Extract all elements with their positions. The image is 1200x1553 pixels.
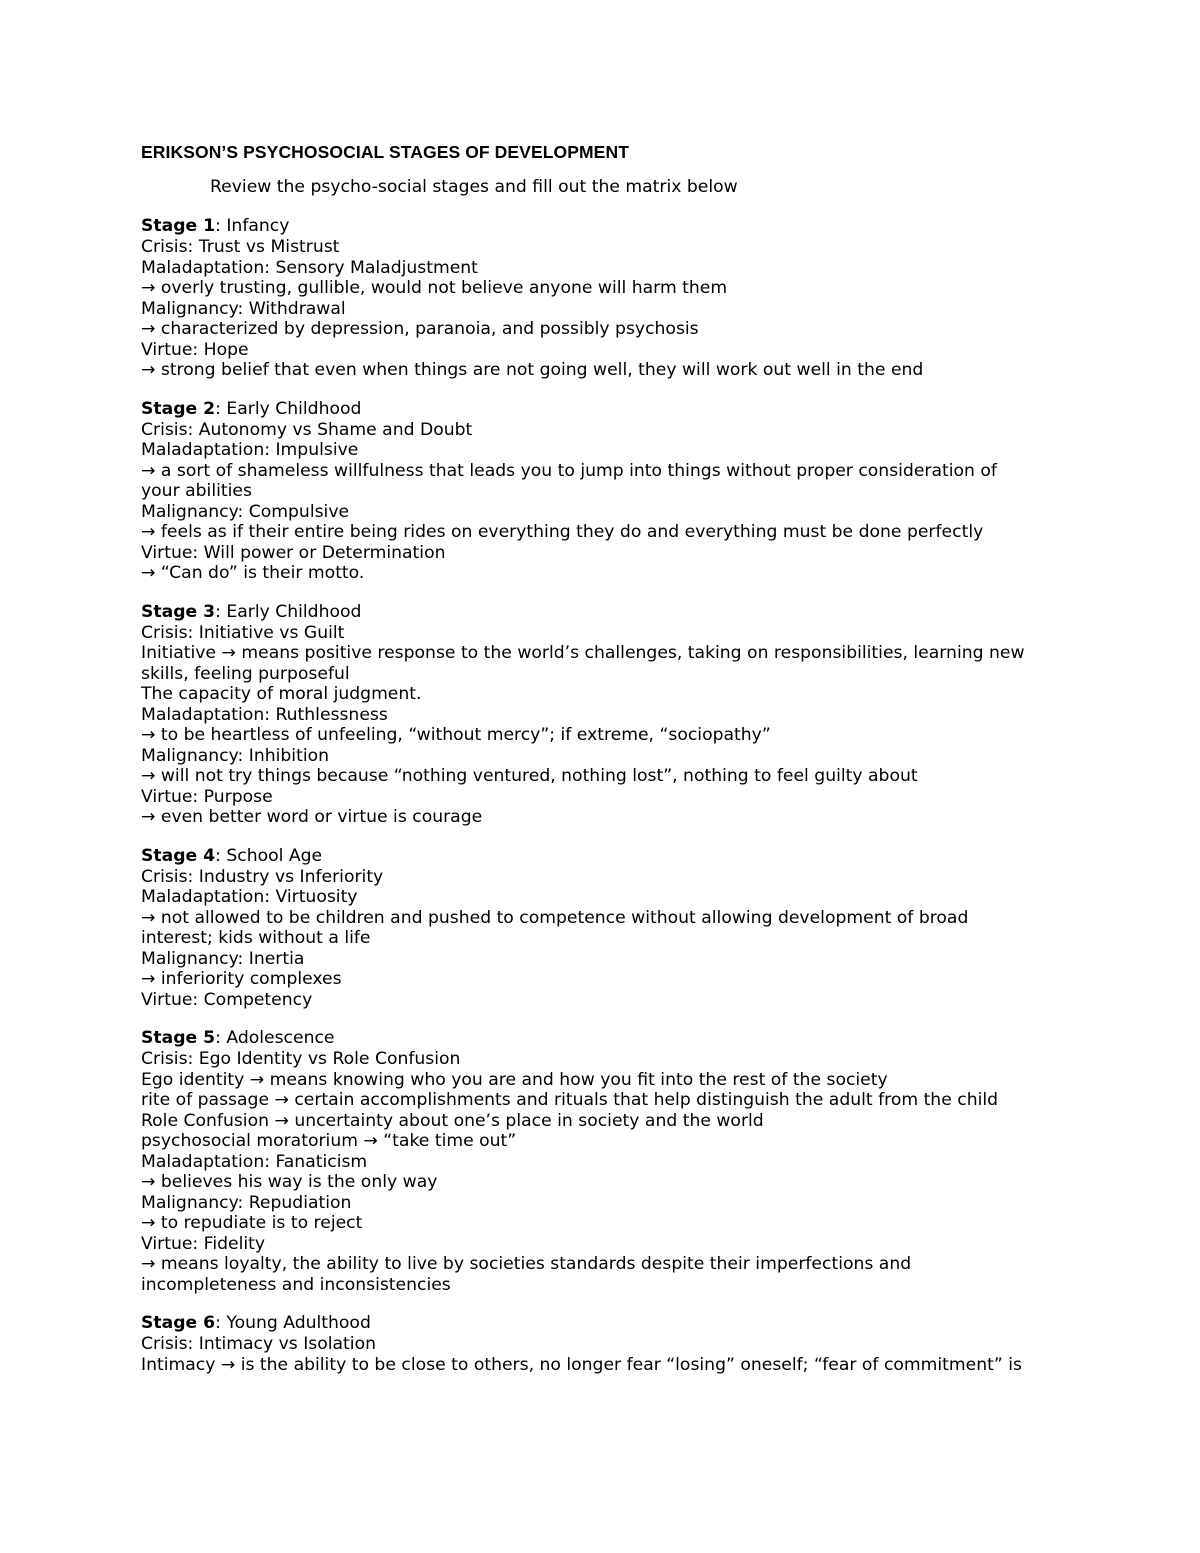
stage-heading: [141, 1027, 1061, 1049]
stage-line: Malignancy: Compulsive: [141, 501, 350, 522]
stage-line: Virtue: Fidelity: [141, 1233, 266, 1254]
stage-line: Crisis: Initiative vs Guilt: [141, 622, 345, 643]
stage-line: → to be heartless of unfeeling, “without mercy”; if extreme, “sociopathy”: [141, 725, 771, 745]
stage-label: Stage 3: [141, 601, 216, 622]
stage-line: Malignancy: Repudiation: [141, 1192, 352, 1213]
stage-line: → believes his way is the only way: [141, 1172, 438, 1192]
stage-line: → feels as if their entire being rides on everything they do and everything must be done perfectly: [141, 522, 984, 542]
stage-line: → strong belief that even when things are not going well, they will work out well in the end: [141, 360, 924, 380]
stage-line: Maladaptation: Impulsive: [141, 440, 359, 460]
stage-line: Maladaptation: Ruthlessness: [141, 704, 388, 725]
stage-heading: [141, 601, 1061, 623]
stage-name: : School Age: [215, 845, 323, 866]
stage-line: Crisis: Trust vs Mistrust: [141, 237, 340, 257]
stage-line: → to repudiate is to reject: [141, 1213, 363, 1233]
stage-line: Malignancy: Withdrawal: [141, 298, 346, 319]
stage-line: Virtue: Purpose: [141, 786, 273, 807]
stage-line: Malignancy: Inertia: [141, 948, 305, 969]
stage-line: Intimacy → is the ability to be close to others, no longer fear “losing” oneself; “fear of commitment” is: [141, 1354, 1022, 1375]
stage-line: Initiative → means positive response to the world’s challenges, taking on responsibilities, learning new: [141, 643, 1025, 663]
stage-line: Role Confusion → uncertainty about one’s place in society and the world: [141, 1110, 764, 1131]
stage-line: Crisis: Autonomy vs Shame and Doubt: [141, 419, 473, 440]
stage-list: [141, 215, 1061, 1375]
stage-line: your abilities: [141, 481, 252, 501]
document-body: [141, 141, 1061, 1375]
stage-label: Stage 5: [141, 1028, 216, 1048]
stage-line: → will not try things because “nothing ventured, nothing lost”, nothing to feel guilty about: [141, 766, 918, 786]
stage-name: : Infancy: [215, 216, 290, 236]
stage-line: Crisis: Ego Identity vs Role Confusion: [141, 1049, 461, 1069]
stage-label: Stage 4: [141, 845, 216, 866]
stage-heading: [141, 215, 1061, 237]
stage-name: : Early Childhood: [215, 601, 362, 622]
stage-line: Virtue: Will power or Determination: [141, 542, 446, 563]
stage-heading: [141, 845, 1061, 867]
stage-heading: [141, 1312, 1061, 1334]
stage-label: Stage 6: [141, 1313, 216, 1333]
stage-label: Stage 1: [141, 216, 216, 236]
stage-line: psychosocial moratorium → “take time out”: [141, 1131, 517, 1151]
stage-line: → a sort of shameless willfulness that leads you to jump into things without proper consideration of: [141, 460, 997, 481]
stage-line: Maladaptation: Sensory Maladjustment: [141, 257, 478, 278]
stage-line: → characterized by depression, paranoia, and possibly psychosis: [141, 319, 699, 339]
stage-line: Crisis: Industry vs Inferiority: [141, 866, 384, 887]
stage-line: → overly trusting, gullible, would not believe anyone will harm them: [141, 278, 728, 298]
stage-line: incompleteness and inconsistencies: [141, 1274, 451, 1295]
stage-line: → even better word or virtue is courage: [141, 807, 483, 827]
stage-line: Virtue: Competency: [141, 989, 313, 1010]
stage-line: rite of passage → certain accomplishments and rituals that help distinguish the adult from the child: [141, 1090, 999, 1110]
stage-line: → means loyalty, the ability to live by societies standards despite their imperfections and: [141, 1254, 912, 1274]
stage-line: → “Can do” is their motto.: [141, 563, 365, 583]
stage-line: The capacity of moral judgment.: [141, 684, 422, 704]
document-title: ERIKSON’S PSYCHOSOCIAL STAGES OF DEVELOPMENT: [141, 142, 629, 162]
stage-line: skills, feeling purposeful: [141, 663, 350, 684]
stage-section: [141, 398, 1061, 584]
stage-section: [141, 215, 1061, 381]
stage-line: → not allowed to be children and pushed to competence without allowing development of broad: [141, 907, 969, 928]
stage-section: [141, 1312, 1061, 1375]
stage-section: [141, 1027, 1061, 1295]
stage-name: : Early Childhood: [215, 398, 362, 419]
stage-line: Maladaptation: Fanaticism: [141, 1151, 368, 1172]
instruction-text: Review the psycho-social stages and fill out the matrix below: [210, 177, 738, 197]
stage-line: Crisis: Intimacy vs Isolation: [141, 1334, 376, 1354]
stage-section: [141, 845, 1061, 1011]
stage-name: : Adolescence: [215, 1028, 335, 1048]
stage-line: Malignancy: Inhibition: [141, 745, 330, 766]
stage-line: Virtue: Hope: [141, 339, 249, 360]
stage-line: Ego identity → means knowing who you are and how you fit into the rest of the society: [141, 1069, 888, 1090]
stage-name: : Young Adulthood: [215, 1313, 371, 1333]
stage-heading: [141, 398, 1061, 420]
stage-label: Stage 2: [141, 398, 216, 419]
stage-line: → inferiority complexes: [141, 969, 342, 989]
stage-line: interest; kids without a life: [141, 928, 371, 948]
stage-section: [141, 601, 1061, 828]
stage-line: Maladaptation: Virtuosity: [141, 887, 358, 907]
